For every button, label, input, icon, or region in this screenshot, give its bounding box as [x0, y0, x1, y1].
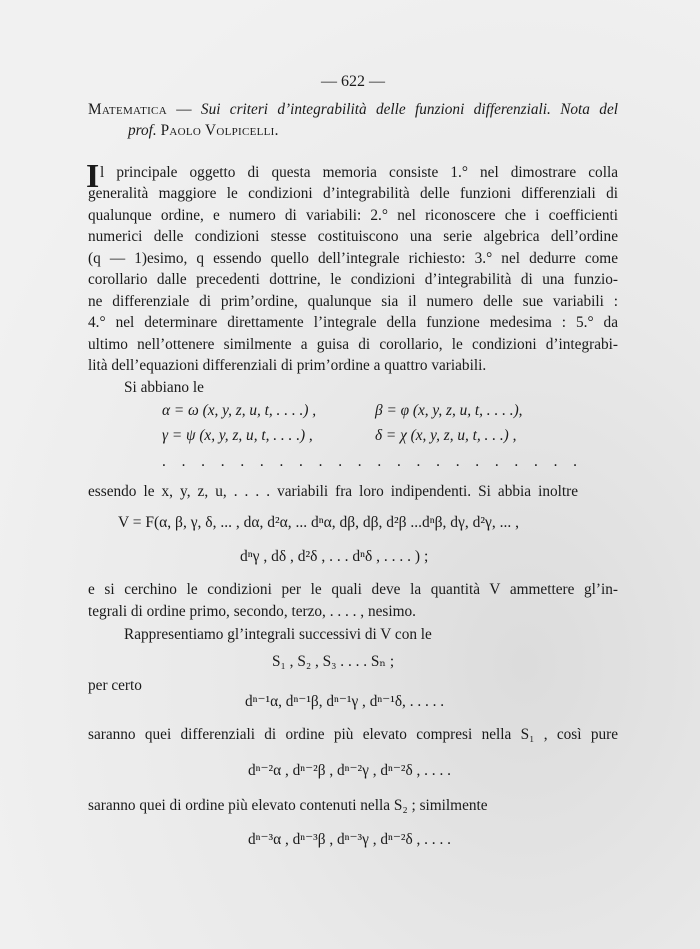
author-name: Paolo Volpicelli.	[160, 122, 279, 139]
article-heading	[88, 100, 618, 120]
equation-d-n-1: dⁿ⁻¹α, dⁿ⁻¹β, dⁿ⁻¹γ , dⁿ⁻¹δ, . . . . .	[245, 693, 445, 710]
paragraph-line: corollario dalle precedenti dottrine, le condizioni d’integrabilità di una funzio-	[88, 271, 618, 288]
paragraph-line: qualunque ordine, e numero di variabili: 2.° nel riconoscere che i coefficienti	[88, 206, 618, 224]
equation-V-line1: V = F(α, β, γ, δ, ... , dα, d²α, ... dⁿα, dβ, dβ, d²β ...dⁿβ, dγ, d²γ, ... ,	[118, 514, 520, 531]
paragraph-line: (q — 1)esimo, q essendo quello dell’integrale richiesto: 3.° nel dedurre come	[88, 249, 618, 267]
heading-dash: —	[166, 101, 201, 118]
text-line: e si cerchino le condizioni per le quali deve la quantità V ammettere gl’in-	[88, 581, 618, 598]
paragraph-line: generalità maggiore le condizioni d’integrabilità delle funzioni differenziali di	[88, 185, 618, 202]
text-line: tegrali di ordine primo, secondo, terzo, . . . . , nesimo.	[88, 603, 416, 620]
article-title: Sui criteri d’integrabilità delle funzioni differenziali. Nota del	[200, 101, 618, 118]
article-author-line	[128, 121, 658, 141]
paragraph-line: ne differenziale di prim’ordine, qualunque sia il numero delle sue variabili :	[88, 292, 618, 310]
section-label: Matematica	[88, 101, 167, 118]
author-prefix: prof.	[128, 122, 157, 139]
equation-beta: β = φ (x, y, z, u, t, . . . .),	[375, 402, 523, 419]
equation-d-n-3: dⁿ⁻³α , dⁿ⁻³β , dⁿ⁻³γ , dⁿ⁻²δ , . . . .	[248, 831, 451, 848]
paragraph-line: 4.° nel determinare direttamente l’integrale della funzione medesima : 5.° da	[88, 314, 618, 331]
paragraph-line: l principale oggetto di questa memoria consiste 1.° nel dimostrare colla	[100, 164, 618, 181]
page-number: — 622 —	[321, 73, 385, 90]
text-line: essendo le x, y, z, u, . . . . variabili fra loro indipendenti. Si abbia inoltre	[88, 483, 578, 500]
text-line: saranno quei differenziali di ordine più elevato compresi nella S₁ , così pure	[88, 726, 618, 743]
equation-S-list: S₁ , S₂ , S₃ . . . . Sₙ ;	[272, 653, 395, 670]
paragraph-line: lità dell’equazioni differenziali di prim’ordine a quattro variabili.	[88, 357, 487, 374]
equation-alpha: α = ω (x, y, z, u, t, . . . .) ,	[162, 402, 317, 419]
paragraph-line: ultimo nell’ottenere similmente a guisa di corollario, le condizioni d’integrabi-	[88, 335, 618, 353]
equation-gamma: γ = ψ (x, y, z, u, t, . . . .) ,	[162, 427, 313, 444]
text-line: Rappresentiamo gl’integrali successivi di V con le	[124, 626, 432, 643]
dotted-continuation: . . . . . . . . . . . . . . . . . . . . . .	[162, 453, 577, 470]
text-line: per certo	[88, 677, 142, 694]
equation-d-n-2: dⁿ⁻²α , dⁿ⁻²β , dⁿ⁻²γ , dⁿ⁻²δ , . . . .	[248, 762, 451, 779]
equation-delta: δ = χ (x, y, z, u, t, . . .) ,	[375, 427, 517, 444]
paragraph-line: numerici delle condizioni stesse costituiscono una serie algebrica dell’ordine	[88, 228, 618, 245]
equation-V-line2: dⁿγ , dδ , d²δ , . . . dⁿδ , . . . . ) ;	[240, 548, 429, 565]
text-line: saranno quei di ordine più elevato contenuti nella S₂ ; similmente	[88, 797, 488, 814]
drop-cap: I	[86, 158, 100, 195]
text-line: Si abbiano le	[124, 379, 204, 396]
